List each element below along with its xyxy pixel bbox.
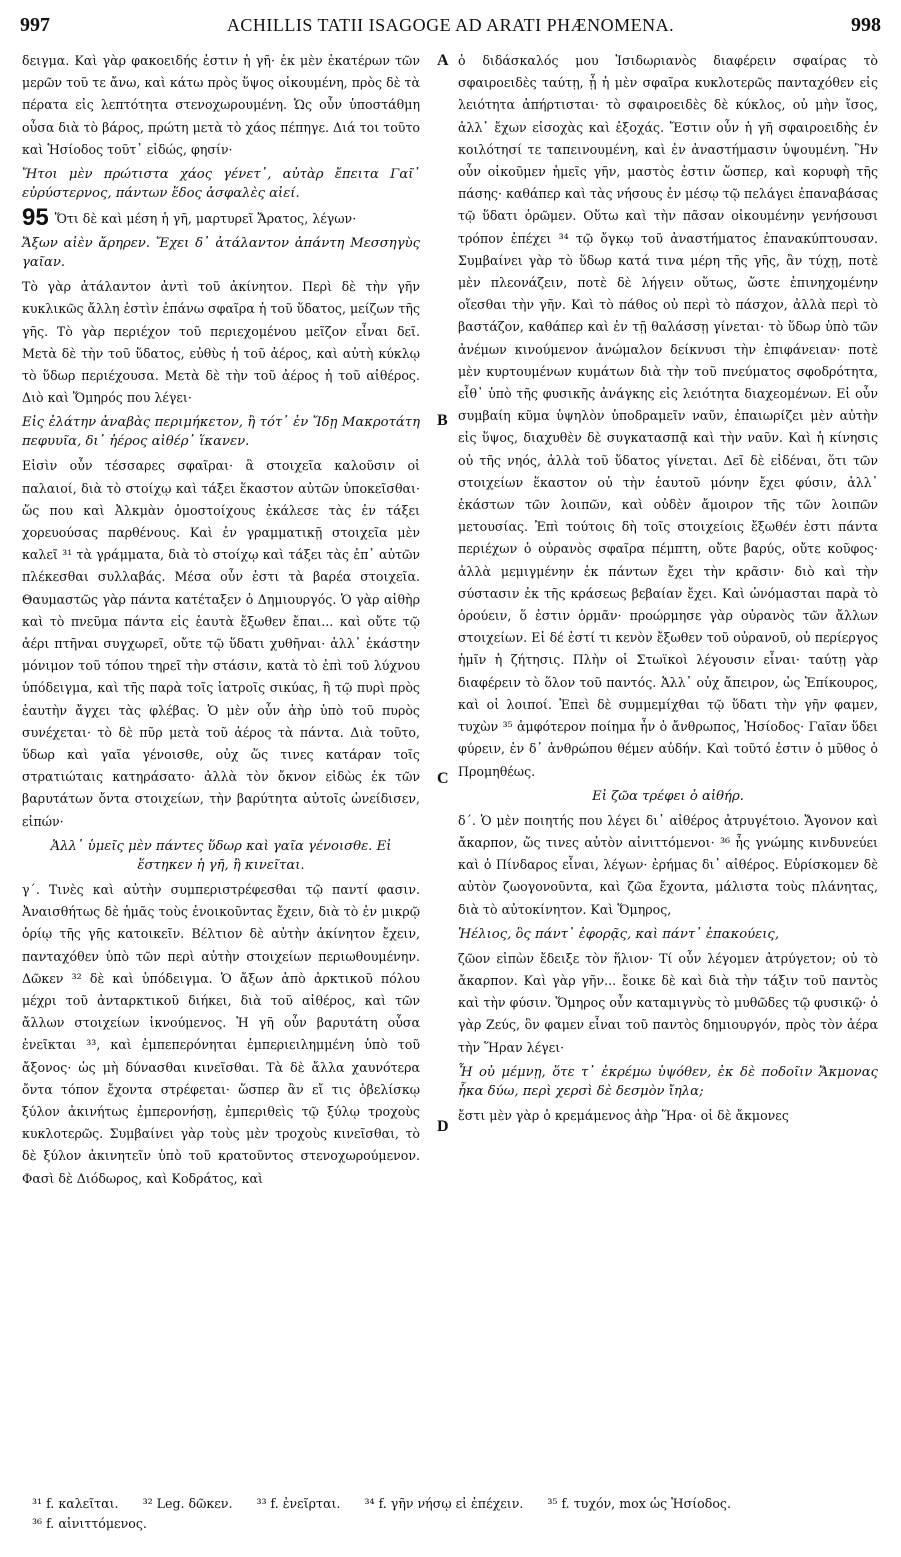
right-page-number: 998 bbox=[850, 14, 881, 36]
footnote-line bbox=[32, 1514, 881, 1534]
paragraph: Τὸ γὰρ ἀτάλαντον ἀντὶ τοῦ ἀκίνητον. Περὶ δὲ τὴν γῆν κυκλικῶς ἄλλη ἐστὶν ἐπάνω σφαῖρα ἡ τοῦ ὕδατος, μείζων τῆς γῆς. Τὸ γὰρ περιέχον τοῦ περιεχομένου μεῖζον εἶναι δεῖ. Μετὰ δὲ τὴν τοῦ ὕδατος, εὐθὺς ἡ τοῦ ἀέρος, καὶ αὐτὴ κύκλῳ τὸ ὕδωρ περιέχουσα. Μετὰ δὲ τὴν τοῦ ἀέρος ἡ τοῦ αἰθέρος. Διὸ καὶ Ὅμηρός που λέγει· bbox=[22, 279, 420, 406]
footnote: ³² Leg. δῶκεν. bbox=[142, 1496, 233, 1511]
footnotes bbox=[32, 1494, 881, 1534]
verse-quote: Ἤτοι μὲν πρώτιστα χάος γένετ᾽, αὐτὰρ ἔπειτα Γαῖ᾽ εὐρύστερνος, πάντων ἕδος ἀσφαλὲς αἰεί. bbox=[22, 167, 420, 202]
verse-quote: Ἄξων αἰὲν ἄρηρεν. Ἔχει δ᾽ ἀτάλαντον ἁπάντη Μεσσηγὺς γαῖαν. bbox=[22, 236, 420, 271]
chapter-text: Ὅτι δὲ καὶ μέση ἡ γῆ, μαρτυρεῖ Ἄρατος, λέγων· bbox=[54, 211, 357, 227]
margin-letter-a: A bbox=[437, 52, 449, 69]
right-column bbox=[458, 50, 878, 1127]
footnote: ³¹ f. καλεῖται. bbox=[32, 1496, 119, 1511]
verse-quote: Εἰ ζῶα τρέφει ὁ αἰθήρ. bbox=[592, 788, 744, 804]
left-column bbox=[22, 50, 420, 1190]
footnote-line bbox=[32, 1494, 881, 1514]
left-page-number: 997 bbox=[20, 14, 50, 36]
running-title: ACHILLIS TATII ISAGOGE AD ARATI PHÆNOMENA. bbox=[226, 15, 675, 35]
verse-quote: Εἰς ἐλάτην ἀναβὰς περιμήκετον, ἢ τότ᾽ ἐν Ἴδῃ Μακροτάτη πεφυυῖα, δι᾽ ἠέρος αἰθέρ᾽ ἵκανεν. bbox=[22, 415, 420, 450]
footnote: ³⁴ f. γῆν νήσῳ εἰ ἐπέχειν. bbox=[364, 1496, 524, 1511]
footnote: ³⁶ f. αἰνιττόμενος. bbox=[32, 1516, 147, 1531]
paragraph: ὁ διδάσκαλός μου Ἰσιδωριανὸς διαφέρειν σφαίρας τὸ σφαιροειδὲς ταύτῃ, ᾗ ἡ μὲν σφαῖρα κυκλοτερῶς πανταχόθεν εἰς λειότητα ἀπήρτισται· τὸ σφαιροειδὲς δὲ κύκλος, οὐ μὴν ἴσος, ἀλλ᾽ ἔχων εἰσοχὰς καὶ ἐξοχάς. Ἔστιν οὖν ἡ γῆ σφαιροειδὴς ἐν κοιλότησί τε ταπεινουμένη, καὶ ἐν ἀναστήμασιν ὑψουμένη. Ἣν οὖν οἰκοῦμεν ἡμεῖς γῆν, μαστὸς ἐστιν ὥσπερ, καὶ κορυφὴ τῆς πάσης· καθάπερ καὶ τὰς νήσους ἐν μέσῳ τῷ πελάγει ἐπαναβάσας τῷ ὕδατι ὁρῶμεν. Οὕτω καὶ τὴν πᾶσαν οἰκουμένην γενήσουσι τρόπον ἐπέχει ³⁴ τῷ ὄγκῳ τοῦ ἀναστήματος ἐπανακύπτουσαν. Συμβαίνει γὰρ τὸ ὕδωρ κατά τινα μέρη τῆς γῆς, ἂν τύχῃ, ποτὲ μὲν πλεονάζειν, ποτὲ δὲ λήγειν οὕτως, ὥστε ἐπινηχομένην οἴεσθαι τὴν γῆν. Καὶ τὸ πάθος οὐ περὶ τὸ πάσχον, ἀλλὰ περὶ τὸ βαστάζον, καθάπερ καὶ ἐν τῇ θαλάσσῃ γίνεται· τὸ ὕδωρ ὑπὸ τῶν ἀνέμων κινούμενον ἀνώμαλον δείκνυσι τὴν ἐπιφάνειαν· ποτὲ μὲν κυρτουμένων κυμάτων διὰ τὴν τοῦ πνεύματος σφοδρότητα, εἶθ᾽ ὑπὸ τῆς φυσικῆς ἀνάγκης εἰς λειότητα διαχεομένων. Εἰ οὖν συμβαίη κῦμα ὑψηλὸν ὑποδραμεῖν ναῦν, ἐπαιωρίζει μὲν αὐτὴν εἰς ὕψος, διαχυθὲν δὲ συγκατασπᾷ καὶ τὴν ναῦν. Καὶ ἡ κίνησις οὐ τῆς νηός, ἀλλὰ τοῦ ὕδατος γίνεται. Δεῖ δὲ εἰδέναι, ὅτι τῶν στοιχείων ἕκαστον οὐ τὴν ἑαυτοῦ μόνην ἔχει φύσιν, ἀλλ᾽ ἑκάστων τῶν λοιπῶν, καὶ οὐδὲν ἄμοιρον τῆς τῶν λοιπῶν μετουσίας. Ἐπὶ τούτοις δὴ τοῖς στοιχείοις ἔξωθέν ἐστι πάντα περιέχων ὁ οὐρανὸς σφαῖρα πέμπτη, οὔτε βαρύς, οὔτε κοῦφος· ἀλλὰ μεμιγμένην ἐκ πάντων ἔχει τὴν κρᾶσιν· διὸ καὶ τὴν σύστασιν ἐκ τῆς κράσεως βεβαίαν ἔχει. Καὶ ὠνόμασται παρὰ τὸ ὀρούειν, ὅ ἐστιν ὁρμᾶν· προώρμησε γὰρ οὐρανὸς τῶν ἄλλων στοιχείων. Εἰ δέ ἐστί τι κενὸν ἔξωθεν τοῦ οὐρανοῦ, οὐ περίεργος ἡμῖν ἡ ζήτησις. Πλὴν οἱ Στωϊκοὶ λέγουσιν εἶναι· ταύτῃ γὰρ διαφέρειν τὸ ὅλον τοῦ παντός. Ἀλλ᾽ οὐχ ἄπειρον, ὡς Ἐπίκουρος, καὶ οἱ λοιποί. Ἐπεὶ δὲ συμμεμίχθαι τῷ ὕδατι τὴν γῆν φαμεν, τυχὼν ³⁵ ἀμφότερον ποίημα ἦν ὁ ἄνθρωπος, Ἡσίοδος· Γαῖαν ὕδει φύρειν, ἐν δ᾽ ἀνθρώπου θέμεν αὐδήν. Καὶ τοῦτό ἐστιν ὁ μῦθος ὁ Προμηθέως. bbox=[458, 53, 878, 779]
verse-quote: Ἦ οὐ μέμνῃ, ὅτε τ᾽ ἐκρέμω ὑψόθεν, ἐκ δὲ ποδοῖιν Ἄκμονας ἧκα δύω, περὶ χερσὶ δὲ δεσμὸν ἴηλα; bbox=[458, 1064, 878, 1099]
paragraph: δ´. Ὁ μὲν ποιητής που λέγει δι᾽ αἰθέρος ἀτρυγέτοιο. Ἄγονον καὶ ἄκαρπον, ὥς τινες αὐτὸν αἰνιττόμενοι· ³⁶ ἧς γνώμης κινδυνεύει καὶ ὁ Πίνδαρος εἶναι, λέγων· ἐρήμας δι᾽ αἰθέρος. Εὑρίσκομεν δὲ αὐτὸν ζωογονοῦντα, καὶ ζῶα ἔχοντα, μάλιστα τοὺς πλάνητας, διὰ τὸ αὐτοκίνητον. Καὶ Ὅμηρος, bbox=[458, 812, 878, 917]
margin-letter-b: B bbox=[437, 412, 448, 429]
paragraph: γ´. Τινὲς καὶ αὐτὴν συμπεριστρέφεσθαι τῷ παντί φασιν. Ἀναισθήτως δὲ ἡμᾶς τοὺς ἐνοικοῦντας ἔχειν, διὰ τὸ ἐν μικρῷ ὁρίῳ τῆς γῆς κατοικεῖν. Βέλτιον δὲ αὐτὴν ἀκίνητον ἔχειν, πανταχόθεν ὑπὸ τῶν περὶ αὐτὴν στοιχείων περιωθουμένην. Δῶκεν ³² δὲ καὶ ὑπόδειγμα. Ὁ ἄξων ἀπὸ ἀρκτικοῦ πόλου μέχρι τοῦ ἀνταρκτικοῦ διήκει, διὰ τοῦ αἰθέρος, καὶ τῶν ἄλλων στοιχείων ἱκνούμενος. Ἡ γῆ οὖν βαρυτάτη οὖσα ἐνεῖκται ³³, καὶ ἐμπεπερόνηται ἐμπεριειλημμένη ὑπὸ τοῦ ἄξονος· ὡς μὴ δύνασθαι κινεῖσθαι. Τὰ δὲ ἄλλα χαυνότερα ὄντα τόπον ἔχοντα στρέφεται· ὥσπερ ἂν εἴ τις ὀβελίσκῳ ξύλον ἀκινήτως ἐμπερονήσῃ, ἐμπεριθεὶς τῷ ξύλῳ τροχοὺς κυκλοτερῶς. Συμβαίνει γὰρ τοὺς μὲν τροχοὺς κινεῖσθαι, τὸ δὲ ξύλον ἀκινητεῖν ὑπὸ τοῦ κρατοῦντος στενοχωρούμενον. Φασὶ δὲ Διόδωρος, καὶ Κοδράτος, καὶ bbox=[22, 881, 420, 1186]
footnote: ³⁵ f. τυχόν, mox ὡς Ἡσίοδος. bbox=[547, 1496, 731, 1511]
paragraph: Εἰσὶν οὖν τέσσαρες σφαῖραι· ἃ στοιχεῖα καλοῦσιν οἱ παλαιοί, διὰ τὸ στοίχῳ καὶ τάξει ἕκαστον αὐτῶν ὑποκεῖσθαι· ὥς που καὶ Ἀλκμὰν ὁμοστοίχους ἐκάλεσε τὰς ἐν τάξει χορευούσας παρθένους. Καὶ ἐν γραμματικῇ στοιχεῖα μὲν καλεῖ ³¹ τὰ γράμματα, διὰ τὸ στοίχῳ καὶ τάξει τὰς ἐπ᾽ αὐτῶν πλέκεσθαι συλλαβάς. Μέσα οὖν ἐστι τὰ βαρέα στοιχεῖα. Θαυμαστῶς γὰρ πάντα κατέταξεν ὁ Δημιουργός. Ὁ γὰρ αἰθὴρ καὶ τὸ πνεῦμα πάντα εἰς ἑαυτὰ ἔξωθεν ἔπαι... καὶ οὔτε τῷ ἀέρι πτῆναι συγχωρεῖ, οὔτε τῷ ὕδατι χυθῆναι· ἀλλ᾽ ἑκάστην μόνιμον τοῦ τόπου τηρεῖ τὴν στάσιν, κατὰ τὸ ἐπὶ τοῦ λύχνου ὑπόδειγμα, καὶ τῆς παρὰ τοῖς ἰατροῖς σικύας, ἢ τῷ πυρὶ πρὸς ἑαυτὴν ἄγχει τὰς φλέβας. Ὁ μὲν οὖν ἀὴρ ὑπὸ τοῦ πυρὸς συνέχεται· τὸ δὲ πῦρ μετὰ τοῦ ἀέρος τὰ πάντα. Διὰ τοῦτο, ὕδωρ καὶ γαῖα γένοισθε, οὐχ ὥς τινες κατάραν τοῖς στρατιώταις κατηράσατο· ἀλλὰ τὸν ὄκνον εἰδὼς ἐκ τῶν βαρυτάτων ὄντα στοιχείων, τὴν βαρύτητα αὐτοῖς ὠνείδισεν, εἰπών· bbox=[22, 458, 420, 829]
chapter-paragraph bbox=[22, 204, 420, 232]
running-header bbox=[20, 14, 881, 38]
paragraph: ζῶον εἰπὼν ἔδειξε τὸν ἥλιον· Τί οὖν λέγομεν ἀτρύγετον; οὐ τὸ ἄκαρπον. Καὶ γὰρ γῆν... ἔοικε δὲ καὶ διὰ τὴν τάξιν τοῦ παντὸς καὶ τὴν φύσιν. Ὅμηρος οὖν καταμιγνὺς τὸ μυθῶδες τῷ φυσικῷ· ὁ γὰρ Ζεύς, ὃν φαμεν εἶναι τοῦ παντὸς δημιουργόν, πρὸς τὸν ἀέρα τὴν Ἥραν λέγει· bbox=[458, 950, 878, 1055]
verse-quote: Ἠέλιος, ὃς πάντ᾽ ἐφορᾷς, καὶ πάντ᾽ ἐπακούεις, bbox=[458, 926, 780, 942]
footnote: ³³ f. ἐνεῖρται. bbox=[256, 1496, 341, 1511]
verse-quote: Ἀλλ᾽ ὑμεῖς μὲν πάντες ὕδωρ καὶ γαῖα γένοισθε. Εἰ ἕστηκεν ἡ γῆ, ἢ κινεῖται. bbox=[50, 838, 392, 873]
paragraph: δειγμα. Καὶ γὰρ φακοειδής ἐστιν ἡ γῆ· ἐκ μὲν ἑκατέρων τῶν μερῶν τοῦ τε ἄνω, καὶ κάτω πρὸς ὕψος οἰκουμένη, πρὸς δὲ τὰ πέρατα εἰς λεπτότητα στενοχωρουμένη. Ὡς οὖν ὑποστάθμη οὖσα διὰ τὸ βάρος, πρώτη μετὰ τὸ χάος πέπηγε. Διά τοι τοῦτο καὶ Ἡσίοδος τοῦτ᾽ εἰδώς, φησίν· bbox=[22, 53, 420, 157]
chapter-number: 95 bbox=[22, 204, 49, 232]
margin-letter-c: C bbox=[437, 770, 449, 787]
margin-letter-d: D bbox=[437, 1118, 449, 1135]
paragraph: ἔστι μὲν γὰρ ὁ κρεμάμενος ἀὴρ Ἥρα· οἱ δὲ ἄκμονες bbox=[458, 1107, 789, 1123]
